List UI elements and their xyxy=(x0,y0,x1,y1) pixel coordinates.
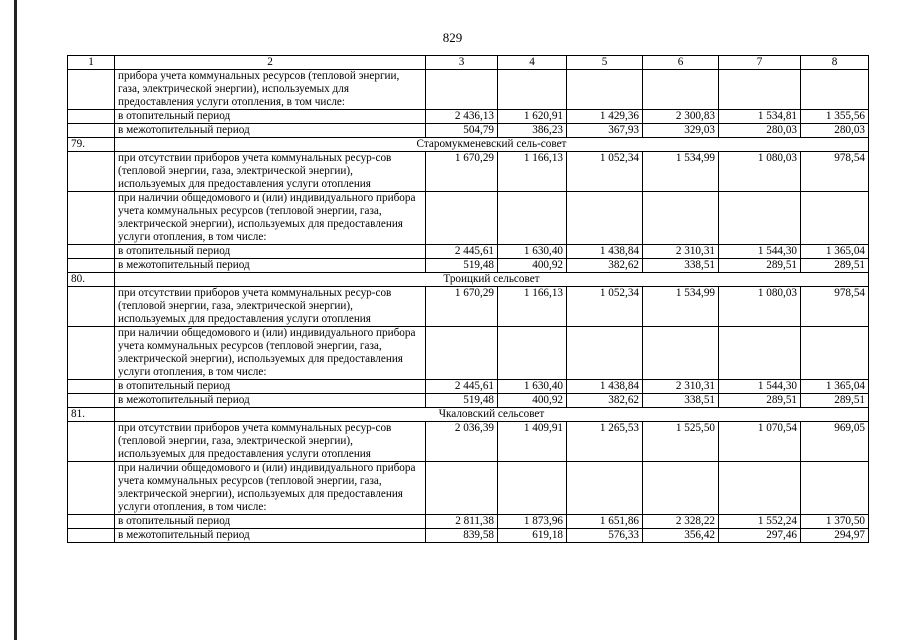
value-row xyxy=(68,259,869,273)
tariff-value-cell xyxy=(426,462,498,515)
tariff-value-cell xyxy=(498,462,567,515)
tariff-value-cell: 289,51 xyxy=(801,259,869,273)
row-description: при наличии общедомового и (или) индивидуального прибора учета коммунальных ресурсов (тепловой энергии, газа, электрической энергии), используемых для предоставления услуги отопления, в том числе: xyxy=(115,192,426,245)
tariff-value-cell xyxy=(719,327,801,380)
section-number: 80. xyxy=(68,273,115,287)
tariff-value-cell: 619,18 xyxy=(498,529,567,543)
row-number-cell xyxy=(68,422,115,462)
tariff-value-cell: 2 036,39 xyxy=(426,422,498,462)
column-number: 5 xyxy=(567,56,643,70)
tariff-value-cell: 1 630,40 xyxy=(498,380,567,394)
column-number-row xyxy=(68,56,869,70)
tariff-value-cell: 2 300,83 xyxy=(643,110,719,124)
column-number: 4 xyxy=(498,56,567,70)
row-description: в отопительный период xyxy=(115,515,426,529)
row-description: при отсутствии приборов учета коммунальных ресур-сов (тепловой энергии, газа, электрической энергии), используемых для предоставления услуги отопления xyxy=(115,422,426,462)
column-number: 7 xyxy=(719,56,801,70)
tariff-value-cell: 1 534,81 xyxy=(719,110,801,124)
value-row xyxy=(68,245,869,259)
tariff-value-cell xyxy=(643,327,719,380)
description-row xyxy=(68,152,869,192)
tariff-value-cell: 504,79 xyxy=(426,124,498,138)
row-number-cell xyxy=(68,152,115,192)
description-row xyxy=(68,422,869,462)
section-row xyxy=(68,273,869,287)
tariff-value-cell: 519,48 xyxy=(426,394,498,408)
tariff-value-cell: 519,48 xyxy=(426,259,498,273)
description-row xyxy=(68,462,869,515)
tariff-value-cell xyxy=(801,70,869,110)
tariff-value-cell xyxy=(498,192,567,245)
tariff-value-cell: 1 166,13 xyxy=(498,287,567,327)
value-row xyxy=(68,124,869,138)
tariff-value-cell xyxy=(719,192,801,245)
tariff-value-cell: 2 310,31 xyxy=(643,245,719,259)
tariff-value-cell: 576,33 xyxy=(567,529,643,543)
tariff-value-cell: 839,58 xyxy=(426,529,498,543)
tariff-value-cell: 1 651,86 xyxy=(567,515,643,529)
tariff-value-cell: 1 052,34 xyxy=(567,287,643,327)
value-row xyxy=(68,515,869,529)
tariff-value-cell xyxy=(567,462,643,515)
tariff-value-cell: 338,51 xyxy=(643,259,719,273)
row-number-cell xyxy=(68,70,115,110)
tariff-value-cell: 2 310,31 xyxy=(643,380,719,394)
section-row xyxy=(68,408,869,422)
description-row xyxy=(68,287,869,327)
tariff-value-cell: 400,92 xyxy=(498,394,567,408)
column-number: 6 xyxy=(643,56,719,70)
tariff-value-cell: 1 544,30 xyxy=(719,245,801,259)
description-row xyxy=(68,327,869,380)
tariff-value-cell: 1 080,03 xyxy=(719,152,801,192)
tariff-value-cell: 338,51 xyxy=(643,394,719,408)
tariff-value-cell: 1 166,13 xyxy=(498,152,567,192)
tariff-value-cell: 386,23 xyxy=(498,124,567,138)
tariff-value-cell: 289,51 xyxy=(719,394,801,408)
row-number-cell xyxy=(68,245,115,259)
tariff-value-cell: 1 355,56 xyxy=(801,110,869,124)
tariff-value-cell: 1 080,03 xyxy=(719,287,801,327)
row-description: в отопительный период xyxy=(115,110,426,124)
tariff-value-cell: 294,97 xyxy=(801,529,869,543)
tariff-value-cell: 297,46 xyxy=(719,529,801,543)
row-description: в отопительный период xyxy=(115,380,426,394)
tariff-value-cell: 1 620,91 xyxy=(498,110,567,124)
tariff-value-cell xyxy=(719,462,801,515)
tariff-value-cell: 1 070,54 xyxy=(719,422,801,462)
row-description: при наличии общедомового и (или) индивидуального прибора учета коммунальных ресурсов (тепловой энергии, газа, электрической энергии), используемых для предоставления услуги отопления, в том числе: xyxy=(115,462,426,515)
row-description: в межотопительный период xyxy=(115,259,426,273)
tariff-value-cell xyxy=(426,70,498,110)
tariff-value-cell xyxy=(801,462,869,515)
row-description: при наличии общедомового и (или) индивидуального прибора учета коммунальных ресурсов (тепловой энергии, газа, электрической энергии), используемых для предоставления услуги отопления, в том числе: xyxy=(115,327,426,380)
tariff-value-cell: 329,03 xyxy=(643,124,719,138)
row-number-cell xyxy=(68,462,115,515)
row-number-cell xyxy=(68,110,115,124)
tariff-value-cell: 1 544,30 xyxy=(719,380,801,394)
tariff-table-body xyxy=(68,56,869,543)
tariff-value-cell: 1 873,96 xyxy=(498,515,567,529)
tariff-value-cell: 1 534,99 xyxy=(643,287,719,327)
tariff-value-cell: 382,62 xyxy=(567,259,643,273)
tariff-value-cell: 1 052,34 xyxy=(567,152,643,192)
section-number: 81. xyxy=(68,408,115,422)
column-number: 8 xyxy=(801,56,869,70)
section-row xyxy=(68,138,869,152)
row-description: в отопительный период xyxy=(115,245,426,259)
description-row xyxy=(68,70,869,110)
value-row xyxy=(68,394,869,408)
tariff-value-cell xyxy=(643,462,719,515)
tariff-value-cell: 978,54 xyxy=(801,287,869,327)
section-title: Троицкий сельсовет xyxy=(115,273,869,287)
page-number: 829 xyxy=(442,30,463,45)
tariff-value-cell xyxy=(719,70,801,110)
tariff-value-cell: 2 811,38 xyxy=(426,515,498,529)
value-row xyxy=(68,110,869,124)
section-title: Старомукменевский сель-совет xyxy=(115,138,869,152)
tariff-value-cell xyxy=(643,70,719,110)
row-number-cell xyxy=(68,124,115,138)
section-title: Чкаловский сельсовет xyxy=(115,408,869,422)
value-row xyxy=(68,529,869,543)
tariff-value-cell xyxy=(567,70,643,110)
column-number: 3 xyxy=(426,56,498,70)
tariff-value-cell: 1 365,04 xyxy=(801,245,869,259)
tariff-value-cell: 2 445,61 xyxy=(426,380,498,394)
tariff-value-cell: 1 670,29 xyxy=(426,152,498,192)
tariff-value-cell xyxy=(801,327,869,380)
tariff-value-cell xyxy=(498,327,567,380)
row-description: в межотопительный период xyxy=(115,124,426,138)
tariff-value-cell: 978,54 xyxy=(801,152,869,192)
row-description: в межотопительный период xyxy=(115,394,426,408)
tariff-value-cell: 2 328,22 xyxy=(643,515,719,529)
tariff-value-cell: 1 438,84 xyxy=(567,380,643,394)
tariff-value-cell: 1 409,91 xyxy=(498,422,567,462)
tariff-value-cell: 1 370,50 xyxy=(801,515,869,529)
row-description: при отсутствии приборов учета коммунальных ресур-сов (тепловой энергии, газа, электрической энергии), используемых для предоставления услуги отопления xyxy=(115,287,426,327)
row-number-cell xyxy=(68,515,115,529)
tariff-value-cell: 1 438,84 xyxy=(567,245,643,259)
tariff-value-cell: 280,03 xyxy=(719,124,801,138)
tariff-value-cell: 1 630,40 xyxy=(498,245,567,259)
tariff-value-cell: 2 445,61 xyxy=(426,245,498,259)
column-number: 1 xyxy=(68,56,115,70)
tariff-value-cell: 367,93 xyxy=(567,124,643,138)
row-description: в межотопительный период xyxy=(115,529,426,543)
column-number: 2 xyxy=(115,56,426,70)
tariff-value-cell: 1 525,50 xyxy=(643,422,719,462)
tariff-value-cell: 1 670,29 xyxy=(426,287,498,327)
tariff-value-cell xyxy=(498,70,567,110)
tariff-value-cell xyxy=(567,192,643,245)
row-number-cell xyxy=(68,287,115,327)
row-number-cell xyxy=(68,380,115,394)
tariff-value-cell xyxy=(426,327,498,380)
tariff-value-cell: 1 534,99 xyxy=(643,152,719,192)
tariff-value-cell: 1 552,24 xyxy=(719,515,801,529)
tariff-value-cell: 969,05 xyxy=(801,422,869,462)
tariff-value-cell: 289,51 xyxy=(801,394,869,408)
row-number-cell xyxy=(68,259,115,273)
page-edge-rule xyxy=(14,0,17,640)
row-description: при отсутствии приборов учета коммунальных ресур-сов (тепловой энергии, газа, электрической энергии), используемых для предоставления услуги отопления xyxy=(115,152,426,192)
tariff-value-cell: 1 265,53 xyxy=(567,422,643,462)
section-number: 79. xyxy=(68,138,115,152)
tariff-value-cell: 1 365,04 xyxy=(801,380,869,394)
tariff-value-cell: 382,62 xyxy=(567,394,643,408)
tariff-value-cell: 356,42 xyxy=(643,529,719,543)
tariff-value-cell xyxy=(801,192,869,245)
row-number-cell xyxy=(68,529,115,543)
tariff-value-cell xyxy=(643,192,719,245)
row-number-cell xyxy=(68,192,115,245)
tariff-value-cell xyxy=(426,192,498,245)
tariff-value-cell: 280,03 xyxy=(801,124,869,138)
value-row xyxy=(68,380,869,394)
tariff-value-cell: 289,51 xyxy=(719,259,801,273)
tariff-value-cell: 1 429,36 xyxy=(567,110,643,124)
tariff-value-cell: 2 436,13 xyxy=(426,110,498,124)
row-number-cell xyxy=(68,394,115,408)
tariff-value-cell: 400,92 xyxy=(498,259,567,273)
tariff-value-cell xyxy=(567,327,643,380)
tariff-table xyxy=(67,55,869,543)
description-row xyxy=(68,192,869,245)
row-description: прибора учета коммунальных ресурсов (тепловой энергии, газа, электрической энергии), используемых для предоставления услуги отопления, в том числе: xyxy=(115,70,426,110)
row-number-cell xyxy=(68,327,115,380)
